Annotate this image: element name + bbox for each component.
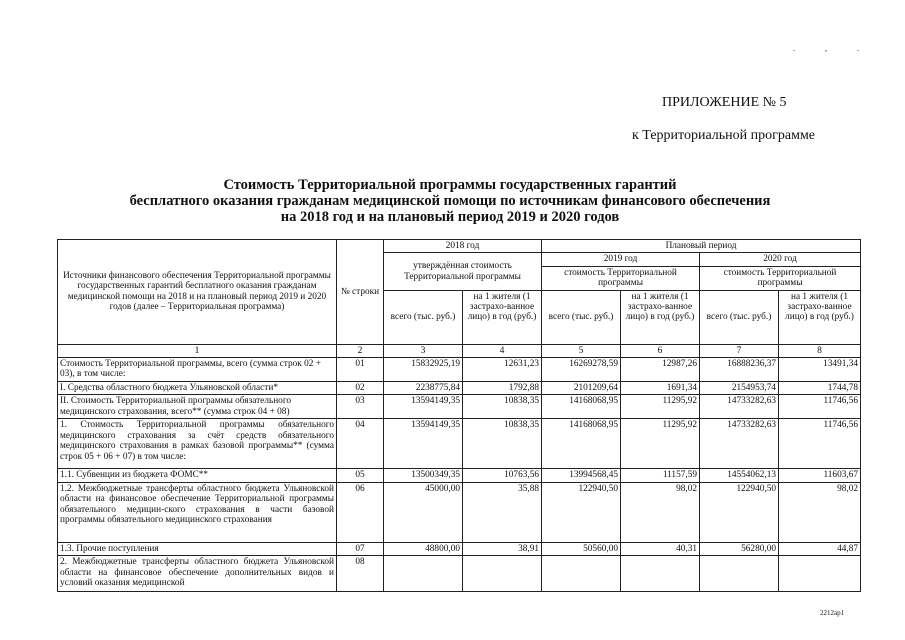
row-name: Стоимость Территориальной программы, всего (сумма строк 02 + 03), в том числе:: [58, 358, 337, 382]
cell-total-2018: 2238775,84: [384, 382, 463, 395]
cell-per-capita-2020: 11746,56: [779, 395, 861, 419]
row-name: 1.3. Прочие поступления: [58, 542, 337, 555]
cell-total-2019: 122940,50: [542, 482, 621, 542]
cell-total-2018: 48800,00: [384, 542, 463, 555]
header-year-2018: 2018 год: [384, 240, 542, 253]
cell-per-capita-2018: 12631,23: [463, 358, 542, 382]
column-number: 6: [621, 344, 700, 357]
table-row: [58, 382, 861, 395]
cell-per-capita-2020: 98,02: [779, 482, 861, 542]
header-approved-cost: утверждённая стоимость Территориальной программы: [384, 253, 542, 290]
cell-total-2019: 14168068,95: [542, 419, 621, 469]
header-cost-2019: стоимость Территориальной программы: [542, 266, 700, 290]
column-number: 4: [463, 344, 542, 357]
cell-per-capita-2018: 10838,35: [463, 395, 542, 419]
corner-marks: . , .: [793, 44, 873, 53]
header-total-2020: всего (тыс. руб.): [700, 290, 779, 344]
table-row: [58, 358, 861, 382]
row-number: 07: [337, 542, 384, 555]
appendix-label: ПРИЛОЖЕНИЕ № 5: [662, 95, 787, 110]
footer-code: 2212ap1: [820, 609, 845, 617]
row-name: 1.1. Субвенции из бюджета ФОМС**: [58, 469, 337, 482]
header-source: Источники финансового обеспечения Территориальной программы государственных гарантий бесплатного оказания гражданам медицинской помощи на 2018 и на плановый период 2019 и 2020 годов (далее – Территориальная программа): [58, 240, 337, 345]
column-number-row: [58, 344, 861, 357]
row-number: 02: [337, 382, 384, 395]
cell-total-2018: 45000,00: [384, 482, 463, 542]
cell-total-2019: 16269278,59: [542, 358, 621, 382]
header-total-2019: всего (тыс. руб.): [542, 290, 621, 344]
cell-total-2020: [700, 556, 779, 592]
cell-per-capita-2019: 98,02: [621, 482, 700, 542]
cell-total-2019: 14168068,95: [542, 395, 621, 419]
header-per-capita-2020: на 1 жителя (1 застрахо-ванное лицо) в год (руб.): [779, 290, 861, 344]
cell-per-capita-2019: [621, 556, 700, 592]
cell-total-2019: 50560,00: [542, 542, 621, 555]
column-number: 2: [337, 344, 384, 357]
cell-per-capita-2018: 10763,56: [463, 469, 542, 482]
table-row: [58, 395, 861, 419]
cell-per-capita-2018: 1792,88: [463, 382, 542, 395]
cell-per-capita-2018: 35,88: [463, 482, 542, 542]
table-row: [58, 542, 861, 555]
document-title: [60, 177, 840, 225]
column-number: 7: [700, 344, 779, 357]
table-header-row-1: [58, 240, 861, 253]
cell-total-2019: 13994568,45: [542, 469, 621, 482]
cell-total-2020: 122940,50: [700, 482, 779, 542]
cell-per-capita-2019: 40,31: [621, 542, 700, 555]
cell-per-capita-2020: 1744,78: [779, 382, 861, 395]
header-cost-2020: стоимость Территориальной программы: [700, 266, 861, 290]
header-per-capita-2019: на 1 жителя (1 застрахо-ванное лицо) в год (руб.): [621, 290, 700, 344]
cell-per-capita-2020: 11603,67: [779, 469, 861, 482]
title-line-3: на 2018 год и на плановый период 2019 и 2020 годов: [280, 209, 620, 225]
cell-total-2020: 14733282,63: [700, 395, 779, 419]
cell-per-capita-2019: 11157,59: [621, 469, 700, 482]
header-year-2019: 2019 год: [542, 253, 700, 266]
column-number: 5: [542, 344, 621, 357]
cell-total-2020: 16888236,37: [700, 358, 779, 382]
cell-per-capita-2019: 1691,34: [621, 382, 700, 395]
header-year-2020: 2020 год: [700, 253, 861, 266]
header-row-number: № строки: [337, 240, 384, 345]
cell-per-capita-2018: 10838,35: [463, 419, 542, 469]
title-line-2: бесплатного оказания гражданам медицинской помощи по источникам финансового обеспечения: [129, 193, 771, 209]
cell-total-2020: 2154953,74: [700, 382, 779, 395]
cell-per-capita-2018: 38,91: [463, 542, 542, 555]
row-name: II. Стоимость Территориальной программы обязательного медицинского страхования, всего** (сумма строк 04 + 08): [58, 395, 337, 419]
cell-per-capita-2020: 13491,34: [779, 358, 861, 382]
row-number: 03: [337, 395, 384, 419]
cell-total-2020: 14554062,13: [700, 469, 779, 482]
table-row: [58, 469, 861, 482]
cell-total-2020: 56280,00: [700, 542, 779, 555]
cell-per-capita-2019: 11295,92: [621, 419, 700, 469]
header-planned-period: Плановый период: [542, 240, 861, 253]
cell-total-2019: [542, 556, 621, 592]
column-number: 1: [58, 344, 337, 357]
cost-table: [57, 239, 861, 592]
cell-per-capita-2020: 44,87: [779, 542, 861, 555]
row-name: 1. Стоимость Территориальной программы обязательного медицинского страхования за счёт средств обязательного медицинского страхования в рамках базовой программы** (сумма строк 05 + 06 + 07) в том числе:: [58, 419, 337, 469]
cell-per-capita-2018: [463, 556, 542, 592]
table-row: [58, 419, 861, 469]
cell-total-2018: 13594149,35: [384, 395, 463, 419]
cell-per-capita-2019: 12987,26: [621, 358, 700, 382]
column-number: 8: [779, 344, 861, 357]
cell-per-capita-2020: [779, 556, 861, 592]
row-name: 1.2. Межбюджетные трансферты областного бюджета Ульяновской области на финансовое обеспечение Территориальной программы обязательного медицин-ского страхования в части базовой программы обязательного медицинского страхования: [58, 482, 337, 542]
cell-total-2018: 13500349,35: [384, 469, 463, 482]
cell-total-2020: 14733282,63: [700, 419, 779, 469]
appendix-subtitle: к Территориальной программе: [632, 128, 816, 143]
row-number: 06: [337, 482, 384, 542]
row-name: 2. Межбюджетные трансферты областного бюджета Ульяновской области на финансовое обеспечение дополнительных видов и условий оказания медицинской: [58, 556, 337, 592]
row-name: I. Средства областного бюджета Ульяновской области*: [58, 382, 337, 395]
cell-total-2018: 15832925,19: [384, 358, 463, 382]
row-number: 08: [337, 556, 384, 592]
row-number: 05: [337, 469, 384, 482]
row-number: 01: [337, 358, 384, 382]
title-line-1: Стоимость Территориальной программы государственных гарантий: [223, 177, 677, 193]
header-total-2018: всего (тыс. руб.): [384, 290, 463, 344]
cell-total-2019: 2101209,64: [542, 382, 621, 395]
cell-per-capita-2019: 11295,92: [621, 395, 700, 419]
table-row: [58, 482, 861, 542]
cell-per-capita-2020: 11746,56: [779, 419, 861, 469]
cell-total-2018: 13594149,35: [384, 419, 463, 469]
row-number: 04: [337, 419, 384, 469]
table-row: [58, 556, 861, 592]
cell-total-2018: [384, 556, 463, 592]
header-per-capita-2018: на 1 жителя (1 застрахо-ванное лицо) в год (руб.): [463, 290, 542, 344]
column-number: 3: [384, 344, 463, 357]
